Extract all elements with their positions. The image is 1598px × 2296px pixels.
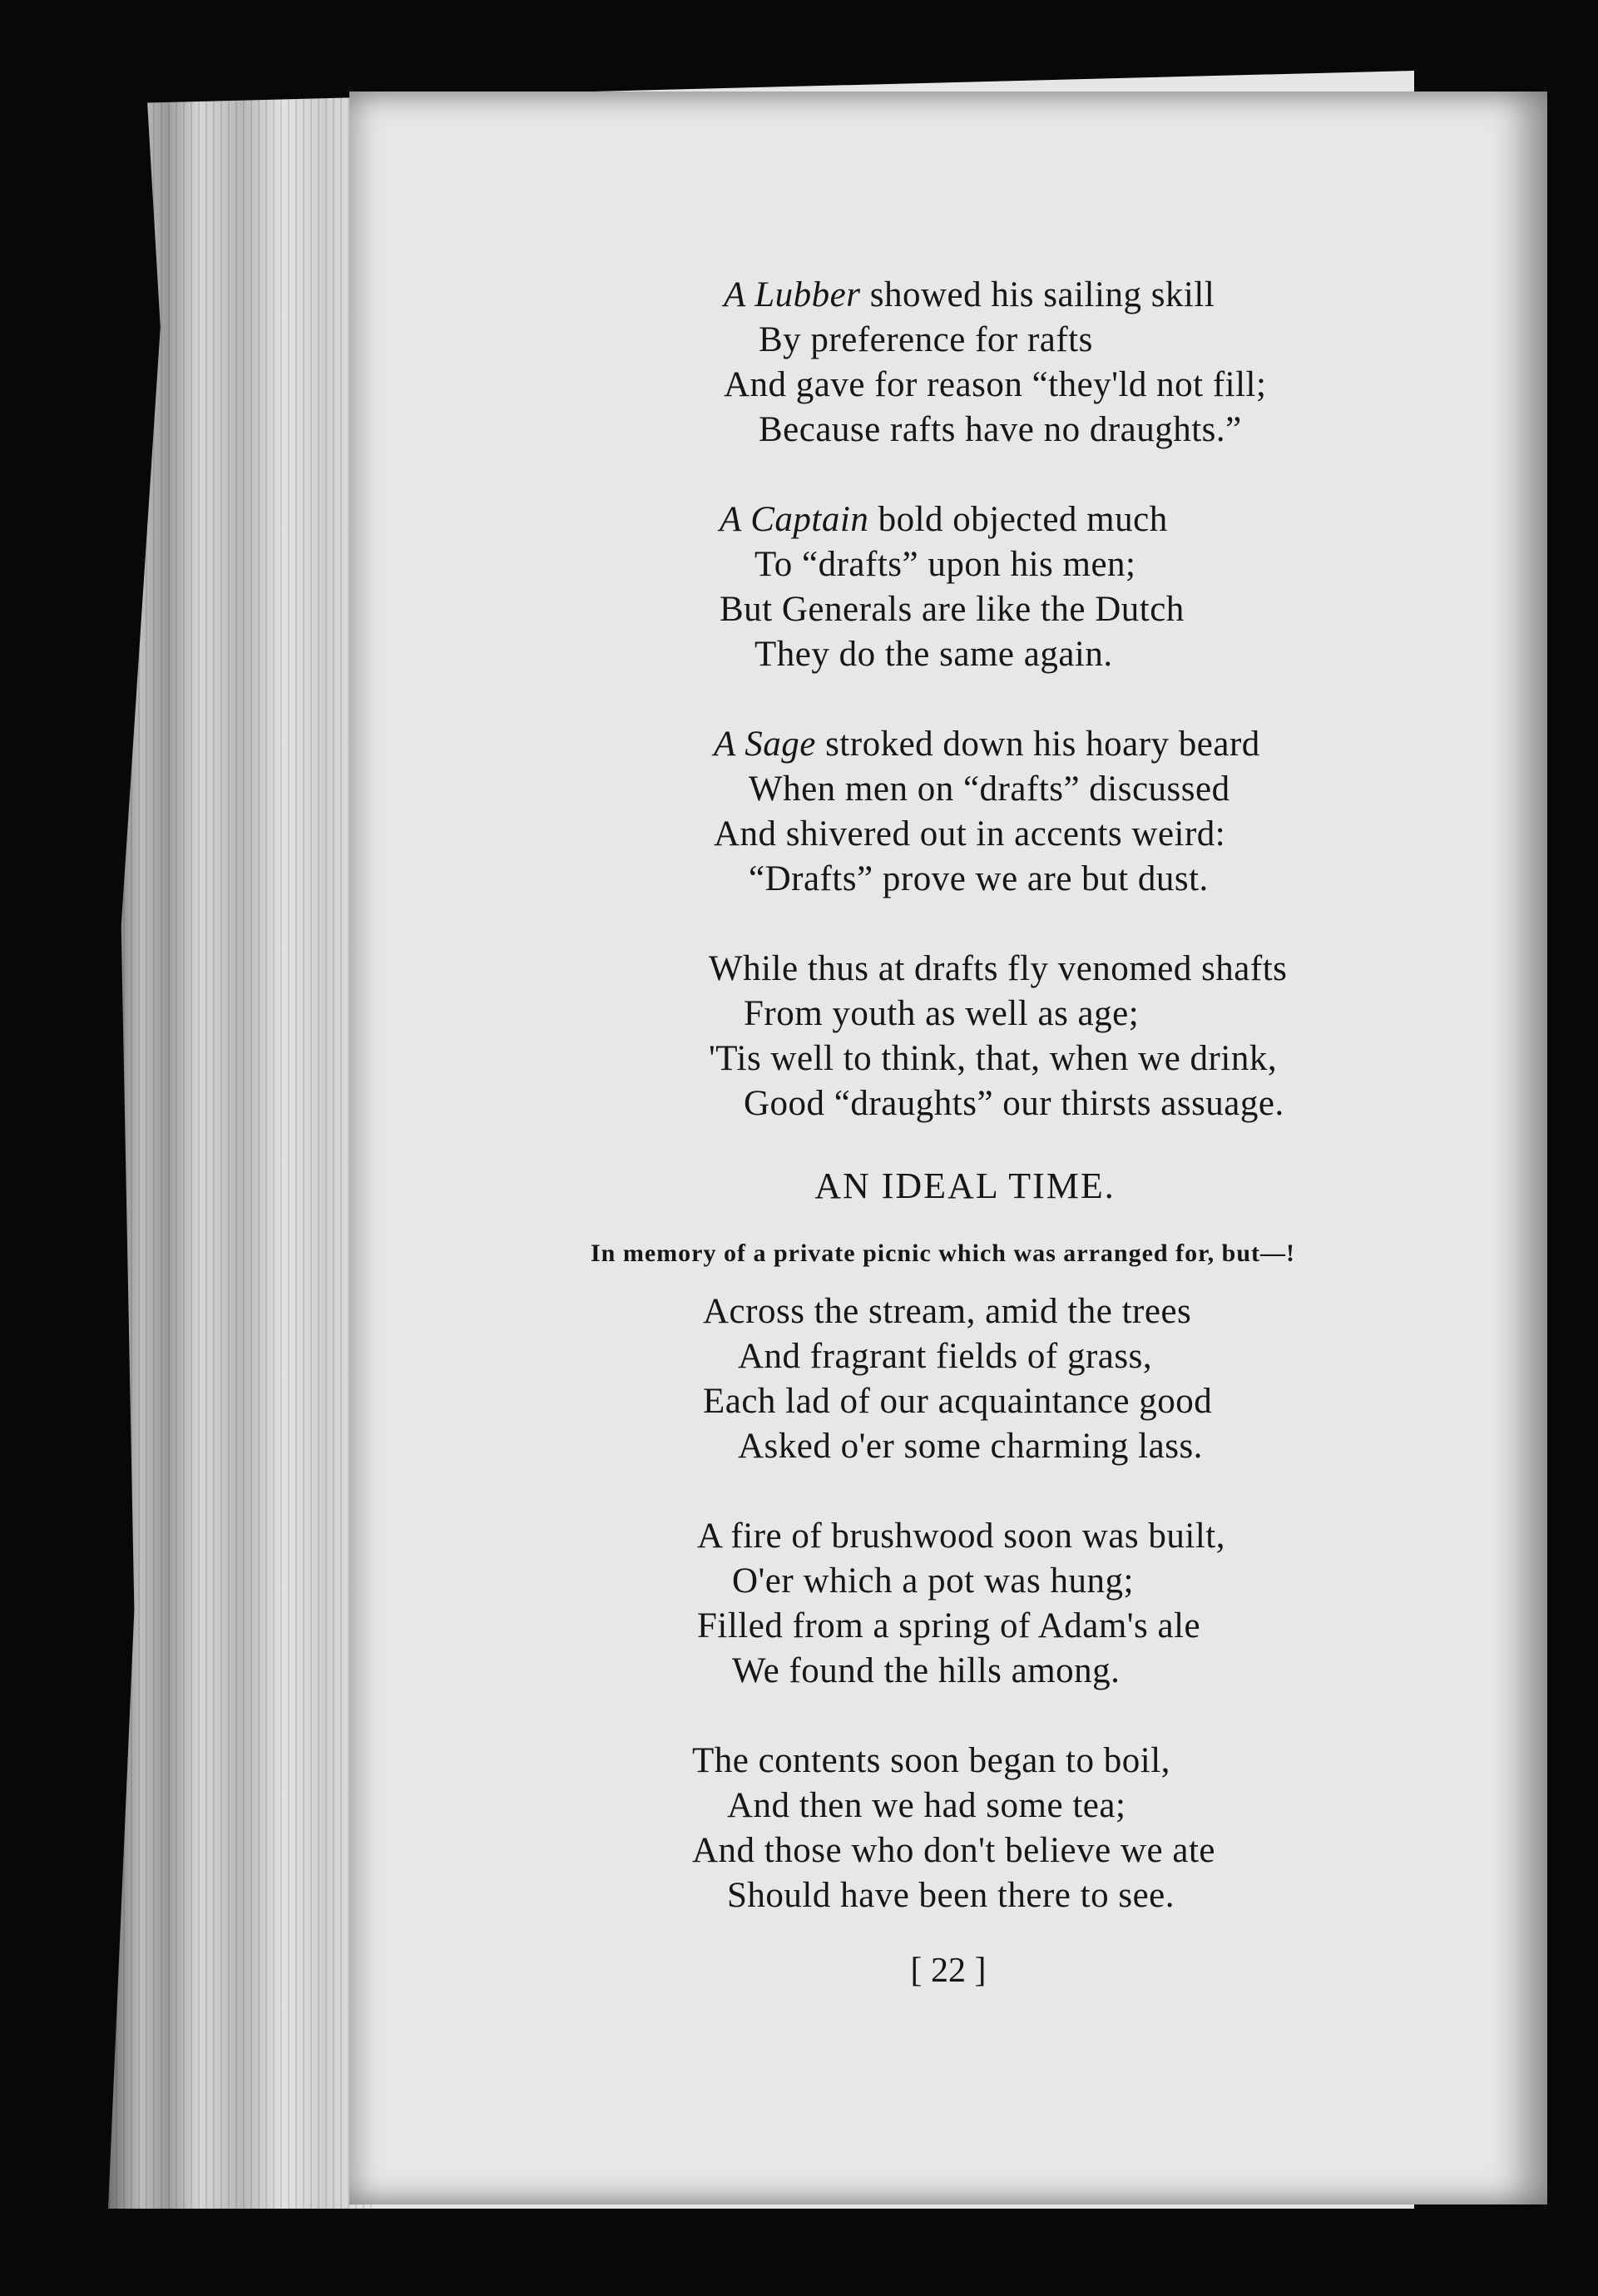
poem-line: And then we had some tea; [727, 1786, 1126, 1825]
poem1-stanza-2 [720, 497, 1185, 677]
poem-line-text: showed his sailing skill [860, 275, 1215, 314]
poem-line: To “drafts” upon his men; [754, 545, 1136, 584]
poem-line: Filled from a spring of Adam's ale [697, 1606, 1201, 1645]
poem-line [720, 497, 1185, 542]
poem-line: Because rafts have no draughts.” [759, 410, 1242, 449]
poem-line: 'Tis well to think, that, when we drink, [709, 1039, 1278, 1078]
poem-line-emphasis: A Lubber [724, 275, 861, 314]
poem1-stanza-1 [724, 273, 1266, 453]
poem-line: Should have been there to see. [727, 1876, 1175, 1915]
poem-line-emphasis: A Captain [720, 500, 869, 539]
poem1-stanza-4 [709, 947, 1287, 1126]
poem-line: When men on “drafts” discussed [749, 769, 1230, 809]
poem-heading: AN IDEAL TIME. [814, 1165, 1116, 1206]
poem-line [724, 273, 1266, 318]
poem-line: Across the stream, amid the trees [703, 1292, 1192, 1331]
poem-line: And shivered out in accents weird: [714, 814, 1226, 854]
poem-line: From youth as well as age; [744, 994, 1140, 1033]
book-page [349, 92, 1547, 2204]
poem1-stanza-3 [714, 722, 1260, 902]
poem-line: And fragrant fields of grass, [738, 1337, 1153, 1376]
poem-line: The contents soon began to boil, [692, 1741, 1170, 1780]
poem-line-emphasis: A Sage [714, 725, 816, 764]
poem-line: But Generals are like the Dutch [720, 590, 1185, 629]
poem-line [714, 722, 1260, 767]
poem-line-text: bold objected much [868, 500, 1168, 539]
poem-line: Each lad of our acquaintance good [703, 1382, 1213, 1421]
poem2-stanza-3 [692, 1739, 1215, 1918]
poem2-stanza-1 [703, 1289, 1212, 1469]
poem-line-text: stroked down his hoary beard [815, 725, 1260, 764]
poem-line: We found the hills among. [732, 1651, 1121, 1690]
poem-line: And those who don't believe we ate [692, 1831, 1215, 1870]
poem-line: And gave for reason “they'ld not fill; [724, 365, 1267, 404]
poem-line: By preference for rafts [759, 320, 1093, 359]
page-number: [ 22 ] [910, 1952, 987, 1990]
page-edge-lines [108, 71, 374, 2209]
poem-line: “Drafts” prove we are but dust. [749, 859, 1209, 898]
poem-subtitle: In memory of a private picnic which was arranged for, but—! [591, 1240, 1296, 1267]
poem2-stanza-2 [697, 1514, 1225, 1694]
poem-line: Asked o'er some charming lass. [738, 1427, 1203, 1466]
poem-line: O'er which a pot was hung; [732, 1561, 1134, 1601]
poem-line: A fire of brushwood soon was built, [697, 1517, 1225, 1556]
page-content [349, 92, 1547, 2204]
poem-line: Good “draughts” our thirsts assuage. [744, 1084, 1284, 1123]
poem-line: They do the same again. [754, 635, 1113, 674]
poem-line: While thus at drafts fly venomed shafts [709, 949, 1288, 988]
